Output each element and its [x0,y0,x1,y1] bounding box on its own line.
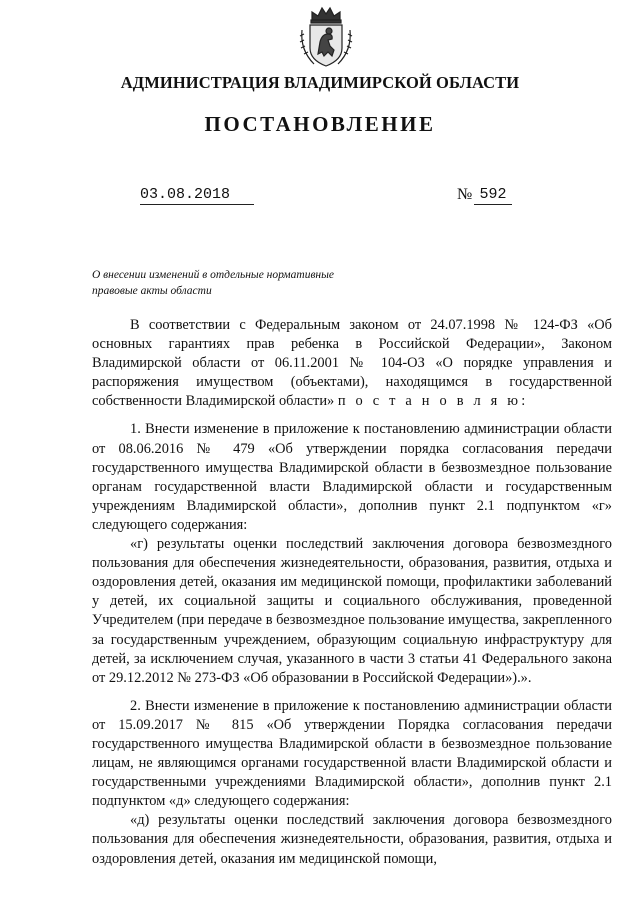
item-2-paragraph: 2. Внести изменение в приложение к постановлению администрации области от 15.09.2017 № 815 «Об утверждении Порядка согласования передачи государственного имущества Владимирской области в безвозмездное пользование лицам, не являющимся органами государственной власти Владимирской области и государственными учреждениями Владимирской области», дополнив пункт 2.1 подпунктом «д» следующего содержания: [92,697,612,810]
preamble-text: В соответствии с Федеральным законом от 24.07.1998 № 124-ФЗ «Об основных гарантиях прав ребенка в Российской Федерации», Законом Владимирской области от 06.11.2001 № 104-ОЗ «О порядке управления и распоряжения имуществом (объектами), находящимся в государственной собственности Владимирской области» [92,317,612,410]
decree-number: 592 [474,186,512,205]
item-2-quote-paragraph: «д) результаты оценки последствий заключения договора безвозмездного пользования для обеспечения жизнедеятельности, образования, развития, отдыха и оздоровления детей, оказания им медицинской помощи, [92,812,612,867]
item-1-quote-paragraph: «г) результаты оценки последствий заключения договора безвозмездного пользования для обеспечения жизнедеятельности, образования, развития, отдыха и оздоровления детей, оказания им медицинской помощи, профилактики заболеваний у детей, их социальной защиты и социального обслуживания, проведенной Учредителем (при передаче в безвозмездное пользование имущества, закрепленного за государственным учреждением, образующим социальную инфраструктуру для детей, за исключением случая, указанного в части 3 статьи 41 Федерального закона от 29.12.2012 № 273-ФЗ «Об образовании в Российской Федерации»).». [92,536,612,686]
subject-line-2: правовые акты области [92,285,212,297]
document-body [92,316,612,869]
item-1-paragraph: 1. Внести изменение в приложение к постановлению администрации области от 08.06.2016 № 479 «Об утверждении порядка согласования передачи государственного имущества Владимирской области в безвозмездное пользование органам государственной власти Владимирской области и государственным учреждениям Владимирской области», дополнив пункт 2.1 подпунктом «г» следующего содержания: [92,421,612,533]
preamble-paragraph [92,316,612,411]
subject-line-1: О внесении изменений в отдельные нормативные [92,269,335,281]
document-type-title: ПОСТАНОВЛЕНИЕ [204,112,436,136]
decree-date: 03.08.2018 [140,186,254,205]
organization-name: АДМИНИСТРАЦИЯ ВЛАДИМИРСКОЙ ОБЛАСТИ [120,73,520,92]
decree-subject [92,267,392,299]
decree-number-label: № [457,186,473,203]
coat-of-arms-icon [298,4,354,70]
resolve-word: п о с т а н о в л я ю: [337,393,529,410]
